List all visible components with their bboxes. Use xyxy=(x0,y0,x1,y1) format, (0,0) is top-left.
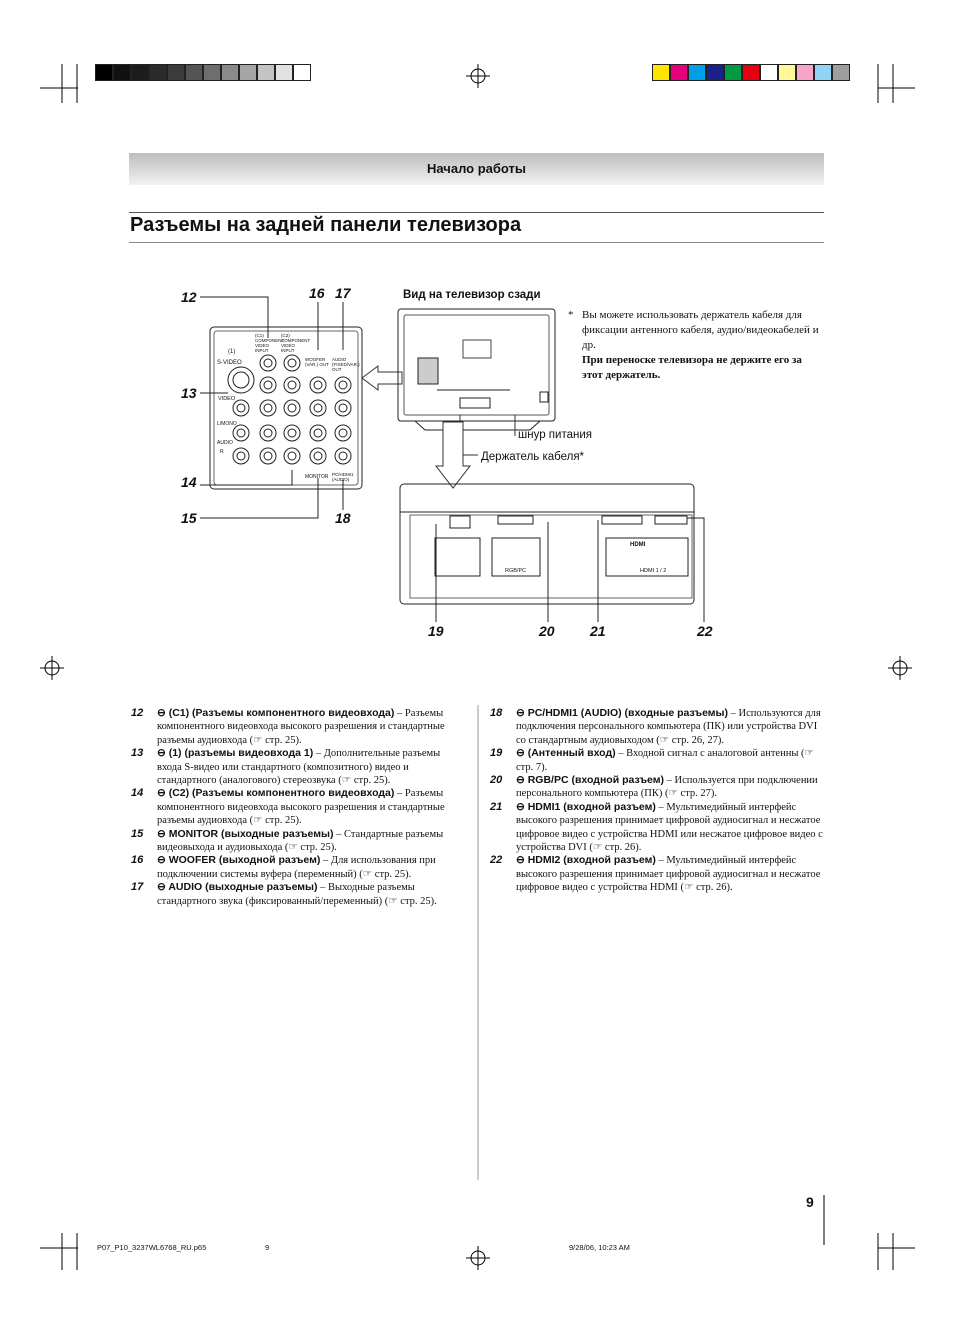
label-audio-out: AUDIO (FIXED/VAR.) OUT xyxy=(332,357,360,372)
label-l-mono: L/MONO xyxy=(217,421,237,427)
view-label: Вид на телевизор сзади xyxy=(403,289,541,301)
description-text: – Разъемы компонентного видеовхода высокого разрешения и стандартные разъемы аудиовхода (☞ стр. 25). xyxy=(157,788,445,827)
callout-22: 22 xyxy=(697,623,713,639)
callout-12: 12 xyxy=(181,289,197,305)
description-item xyxy=(490,747,824,774)
callout-17: 17 xyxy=(335,285,351,301)
footer-page: 9 xyxy=(265,1243,270,1252)
label-hdmi-logo: HDMI xyxy=(630,542,646,548)
description-term: ⊖ (Антенный вход) xyxy=(516,747,616,760)
note-star: * xyxy=(568,309,574,321)
cable-holder-note xyxy=(568,308,824,383)
label-woofer: WOOFER (VAR.) OUT xyxy=(305,357,329,367)
description-item xyxy=(131,787,463,827)
description-text: – Стандартные разъемы видеовыхода и аудиовыхода (☞ стр. 25). xyxy=(157,828,444,854)
description-text: – Используется при подключении персонального компьютера (ПК) (☞ стр. 27). xyxy=(516,775,818,800)
callout-16: 16 xyxy=(309,285,325,301)
label-audio: AUDIO xyxy=(217,440,233,446)
description-item xyxy=(131,854,463,881)
description-number: 17 xyxy=(131,881,144,894)
description-number: 14 xyxy=(131,787,144,800)
callout-13: 13 xyxy=(181,385,197,401)
description-term: ⊖ (C1) (Разъемы компонентного видеовхода) xyxy=(157,707,395,719)
descriptions-left xyxy=(131,707,463,908)
description-term: ⊖ RGB/PC (входной разъем) xyxy=(516,774,665,787)
description-item xyxy=(131,747,463,787)
label-rgb-pc: RGB/PC xyxy=(505,568,527,574)
holder-label: Держатель кабеля* xyxy=(481,451,585,463)
callout-14: 14 xyxy=(181,474,197,490)
bottom-jack-panel xyxy=(400,484,694,604)
description-item xyxy=(131,828,463,855)
description-text: – Мультимедийный интерфейс высокого разрешения принимает цифровой аудиосигнал и несжатое цифровое видео с устройства HDMI или несжатое цифровое видео с устройства DVI (☞ стр. 26). xyxy=(516,801,823,854)
description-number: 20 xyxy=(490,774,503,787)
description-number: 12 xyxy=(131,707,144,719)
description-number: 18 xyxy=(490,707,503,719)
description-term: ⊖ WOOFER (выходной разъем) xyxy=(157,854,321,867)
description-number: 13 xyxy=(131,747,144,760)
description-term: ⊖ PC/HDMI1 (AUDIO) (входные разъемы) xyxy=(516,707,729,719)
label-r: R xyxy=(220,449,224,455)
page-number: 9 xyxy=(806,1194,814,1210)
descriptions-right xyxy=(490,707,824,895)
label-video: VIDEO xyxy=(218,396,236,402)
callout-18: 18 xyxy=(335,510,351,526)
description-text: – Для использования при подключении системы вуфера (переменный) (☞ стр. 25). xyxy=(157,855,436,880)
description-term: ⊖ HDMI2 (входной разъем) xyxy=(516,854,656,867)
callout-19: 19 xyxy=(428,623,444,639)
callout-15: 15 xyxy=(181,510,197,526)
page-title: Разъемы на задней панели телевизора xyxy=(130,214,522,236)
description-term: ⊖ MONITOR (выходные разъемы) xyxy=(157,827,334,840)
label-hdmi12: HDMI 1 / 2 xyxy=(640,568,667,574)
description-number: 16 xyxy=(131,854,144,867)
description-text: – Используются для подключения персонального компьютера (ПК) или устройства DVI со стандартным аудиовыходом (☞ стр. 26, 27). xyxy=(516,708,821,746)
callout-20: 20 xyxy=(539,623,555,639)
label-in1: (1) xyxy=(228,349,236,355)
description-item xyxy=(490,707,824,747)
callout-21: 21 xyxy=(590,623,606,639)
description-item xyxy=(131,881,463,908)
description-number: 19 xyxy=(490,747,503,760)
description-text: – Мультимедийный интерфейс высокого разрешения принимает цифровой аудиосигнал и несжатое цифровое видео с устройства HDMI (☞ стр. 26). xyxy=(516,855,821,894)
label-c2: (C2) COMPONENT VIDEO INPUT xyxy=(281,333,311,353)
label-monitor: MONITOR xyxy=(305,474,329,480)
description-term: ⊖ (1) (разъемы видеовхода 1) xyxy=(157,747,314,760)
description-term: ⊖ HDMI1 (входной разъем) xyxy=(516,800,656,813)
description-item xyxy=(490,801,824,855)
description-term: ⊖ AUDIO (выходные разъемы) xyxy=(157,881,318,894)
footer-file: P07_P10_3237WL6768_RU.p65 xyxy=(97,1243,207,1252)
section-title: Начало работы xyxy=(427,161,526,176)
s-video-jack xyxy=(228,367,254,393)
note-regular: Вы можете использовать держатель кабеля для фиксации антенного кабеля, аудио/видеокабелей и др. xyxy=(582,309,819,351)
description-item xyxy=(131,707,463,747)
description-number: 21 xyxy=(490,800,503,813)
description-text: – Дополнительные разъемы входа S-видео или стандартного (композитного) видео и стандартного (аналогового) стереозвука (☞ стр. 25). xyxy=(157,748,441,787)
label-c1: (C1) COMPONENT VIDEO INPUT xyxy=(255,333,285,353)
label-pc-hdmi: PC/HDMI1 (AUDIO) xyxy=(332,472,354,482)
description-number: 15 xyxy=(131,827,144,840)
description-text: – Разъемы компонентного видеовхода высокого разрешения и стандартные разъемы аудиовхода (☞ стр. 25). xyxy=(157,708,445,746)
label-s-video: S-VIDEO xyxy=(217,360,242,366)
description-number: 22 xyxy=(490,854,503,867)
footer-timestamp: 9/28/06, 10:23 AM xyxy=(569,1243,630,1252)
description-text: – Выходные разъемы стандартного звука (фиксированный/переменный) (☞ стр. 25). xyxy=(157,882,437,907)
description-item xyxy=(490,854,824,894)
power-cord-label: шнур питания xyxy=(518,429,592,441)
description-item xyxy=(490,774,824,801)
note-bold: При переноске телевизора не держите его за этот держатель. xyxy=(582,354,802,381)
description-term: ⊖ (C2) (Разъемы компонентного видеовхода) xyxy=(157,787,395,800)
description-text: – Входной сигнал с аналоговой антенны (☞ стр. 7). xyxy=(516,748,814,773)
